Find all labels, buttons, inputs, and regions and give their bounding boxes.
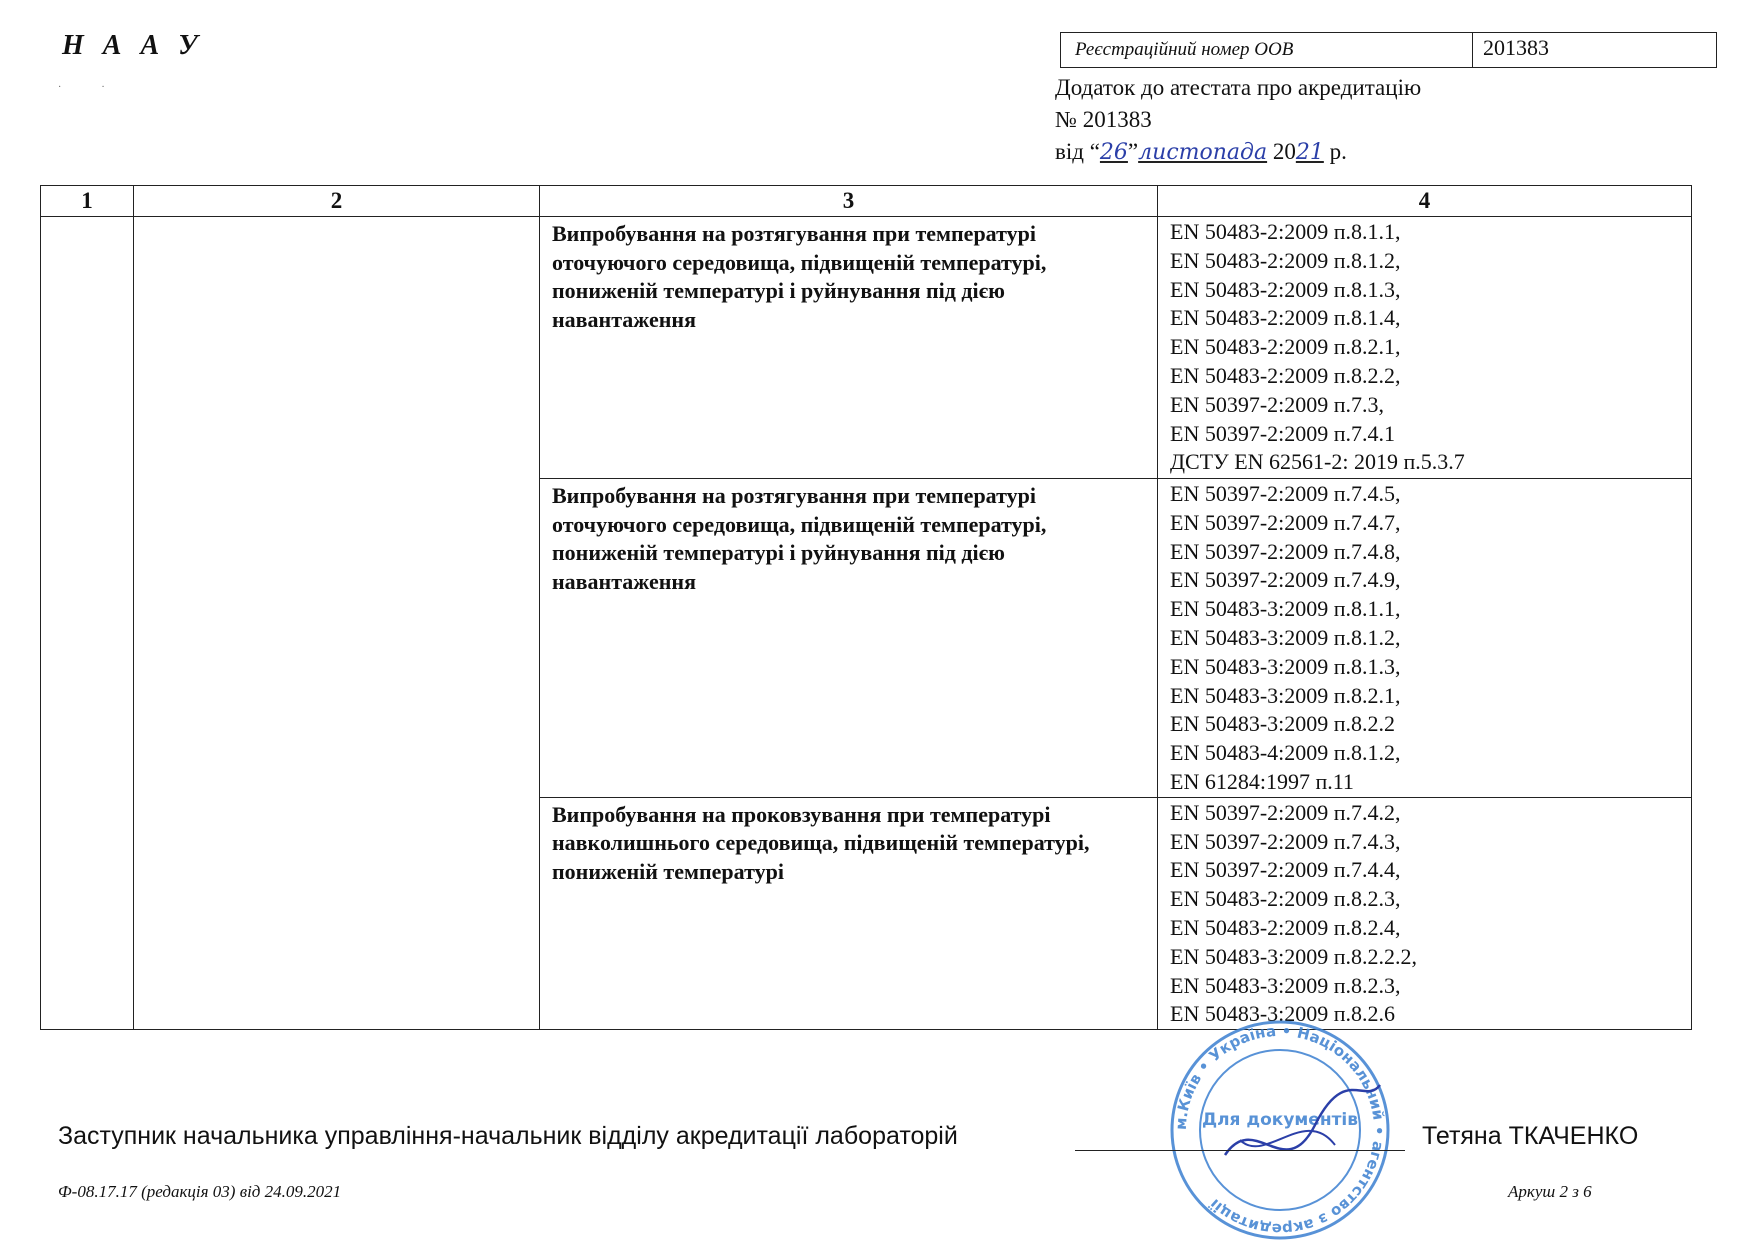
standard-item: EN 50483-2:2009 п.8.1.4,	[1170, 305, 1401, 331]
official-stamp	[1165, 1015, 1395, 1245]
stamp-center-text: Для документів	[1201, 1110, 1359, 1130]
standard-item: EN 50483-2:2009 п.8.2.4,	[1170, 914, 1401, 940]
standard-item: EN 50483-3:2009 п.8.2.2	[1170, 711, 1396, 737]
sheet-number: Аркуш 2 з 6	[1508, 1182, 1592, 1201]
scan-specks: ··	[58, 82, 145, 93]
date-month: листопада	[1138, 140, 1268, 165]
stamp-ring-text: м.Київ • Україна • Національний • агентство з акредитації	[1171, 1021, 1389, 1239]
standard-item: EN 50397-2:2009 п.7.4.7,	[1170, 509, 1401, 535]
standard-item: EN 50483-3:2009 п.8.1.3,	[1170, 653, 1401, 679]
form-code: Ф-08.17.17 (редакція 03) від 24.09.2021	[58, 1182, 342, 1201]
column-2-cell	[134, 217, 540, 1030]
standard-item: EN 50483-2:2009 п.8.1.1,	[1170, 219, 1401, 244]
standard-item: EN 50483-3:2009 п.8.2.1,	[1170, 682, 1401, 708]
standard-item: EN 50483-2:2009 п.8.2.1,	[1170, 334, 1401, 360]
standard-item: ДСТУ EN 62561-2: 2019 п.5.3.7	[1170, 449, 1465, 475]
table-header-row	[41, 186, 1692, 217]
standard-item: EN 50483-2:2009 п.8.1.3,	[1170, 276, 1401, 302]
table-row	[41, 217, 1692, 479]
signer-title: Заступник начальника управління-начальник відділу акредитації лабораторій	[58, 1122, 958, 1150]
column-header-2: 2	[134, 186, 540, 217]
accreditation-table	[40, 185, 1692, 1030]
date-year-suffix: 21	[1295, 140, 1324, 165]
column-header-3: 3	[540, 186, 1158, 217]
standards-list	[1158, 479, 1692, 798]
date-mid: ”	[1127, 139, 1139, 164]
standard-item: EN 50483-3:2009 п.8.1.2,	[1170, 624, 1401, 650]
standards-list	[1158, 217, 1692, 479]
standards-list	[1158, 797, 1692, 1029]
annex-date	[1055, 136, 1421, 169]
standard-item: EN 50397-2:2009 п.7.3,	[1170, 391, 1385, 417]
registration-box	[1060, 32, 1717, 68]
test-description: Випробування на розтягування при температурі оточуючого середовища, підвищеній температурі, пониженій температурі і руйнування під дією навантаження	[540, 479, 1158, 798]
signature-scribble	[1240, 1131, 1335, 1146]
column-header-1: 1	[41, 186, 134, 217]
column-1-cell	[41, 217, 134, 1030]
standard-item: EN 50483-2:2009 п.8.1.2,	[1170, 247, 1401, 273]
test-description: Випробування на проковзування при температурі навколишнього середовища, підвищеній температурі, пониженій температурі	[540, 797, 1158, 1029]
signature-line	[1075, 1150, 1405, 1151]
registration-label: Реєстраційний номер ООВ	[1061, 33, 1473, 67]
standard-item: EN 50397-2:2009 п.7.4.2,	[1170, 799, 1401, 825]
annex-title: Додаток до атестата про акредитацію	[1055, 75, 1422, 100]
standard-item: EN 50483-3:2009 п.8.1.1,	[1170, 596, 1401, 622]
standard-item: EN 50397-2:2009 п.7.4.8,	[1170, 538, 1401, 564]
standard-item: EN 50483-3:2009 п.8.2.2.2,	[1170, 943, 1418, 969]
standard-item: EN 61284:1997 п.11	[1170, 768, 1354, 794]
standard-item: EN 50483-4:2009 п.8.1.2,	[1170, 740, 1401, 766]
signer-name: Тетяна ТКАЧЕНКО	[1422, 1122, 1639, 1150]
standard-item: EN 50483-2:2009 п.8.2.3,	[1170, 886, 1401, 912]
test-description: Випробування на розтягування при температурі оточуючого середовища, підвищеній температурі, пониженій температурі і руйнування під дією навантаження	[540, 217, 1158, 479]
date-year-prefix: 20	[1267, 139, 1296, 164]
annex-number: № 201383	[1055, 107, 1152, 132]
standard-item: EN 50397-2:2009 п.7.4.3,	[1170, 828, 1401, 854]
standard-item: EN 50397-2:2009 п.7.4.5,	[1170, 481, 1401, 506]
column-header-4: 4	[1158, 186, 1692, 217]
standard-item: EN 50483-3:2009 п.8.2.3,	[1170, 972, 1401, 998]
standard-item: EN 50397-2:2009 п.7.4.4,	[1170, 857, 1401, 883]
org-abbreviation: Н А А У	[62, 30, 204, 61]
standard-item: EN 50483-3:2009 п.8.2.6	[1170, 1001, 1396, 1027]
standard-item: EN 50397-2:2009 п.7.4.1	[1170, 420, 1396, 446]
annex-block	[1055, 72, 1421, 169]
standard-item: EN 50483-2:2009 п.8.2.2,	[1170, 362, 1401, 388]
date-end: р.	[1323, 139, 1347, 164]
standard-item: EN 50397-2:2009 п.7.4.9,	[1170, 567, 1401, 593]
date-prefix: від “	[1055, 139, 1100, 164]
date-day: 26	[1099, 140, 1128, 165]
registration-number: 201383	[1483, 35, 1549, 60]
